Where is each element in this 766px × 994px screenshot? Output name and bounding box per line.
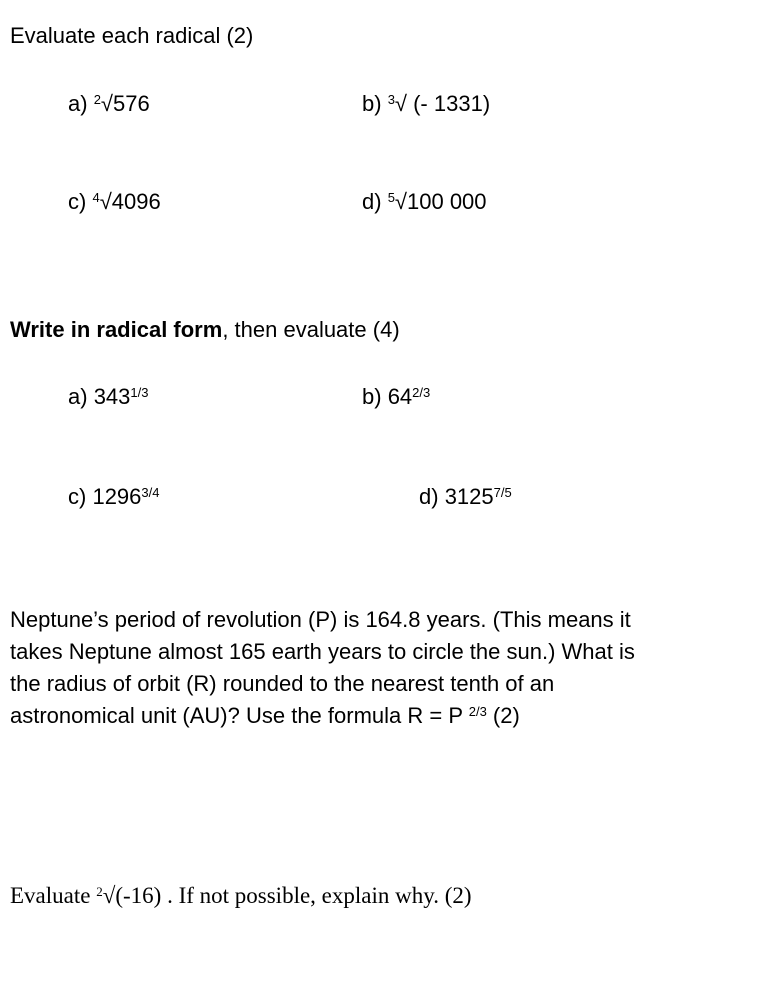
section2-heading-bold: Write in radical form xyxy=(10,317,223,342)
power-base: 3125 xyxy=(444,484,494,509)
power-exponent: 7/5 xyxy=(493,485,512,500)
question-2c xyxy=(68,481,159,513)
radical-index: 2 xyxy=(96,884,103,899)
power-base: 343 xyxy=(93,384,131,409)
radical-body: √(-16) . If not possible, explain why. (2) xyxy=(102,883,472,908)
radical-index: 5 xyxy=(387,190,395,205)
formula-exponent: 2/3 xyxy=(468,704,487,719)
item-label: b) xyxy=(362,384,388,409)
item-label: c) xyxy=(68,484,93,509)
neptune-word-problem xyxy=(10,604,635,732)
problem-line: takes Neptune almost 165 earth years to circle the sun.) What is xyxy=(10,639,635,664)
item-label: a) xyxy=(68,91,94,116)
section1-heading: Evaluate each radical (2) xyxy=(10,23,254,48)
radical-index: 2 xyxy=(93,92,101,107)
evaluate-negative-root-question xyxy=(10,880,472,912)
formula-suffix: (2) xyxy=(486,703,520,728)
radical-index: 4 xyxy=(92,190,100,205)
problem-line: the radius of orbit (R) rounded to the nearest tenth of an xyxy=(10,671,555,696)
item-label: d) xyxy=(362,189,388,214)
power-base: 64 xyxy=(387,384,413,409)
section2-heading xyxy=(10,314,400,346)
radical-body: √4096 xyxy=(99,189,161,214)
question-1b xyxy=(362,88,490,120)
power-exponent: 2/3 xyxy=(412,385,431,400)
power-base: 1296 xyxy=(92,484,142,509)
item-label: c) xyxy=(68,189,93,214)
question-2d xyxy=(419,481,512,513)
radical-body: √100 000 xyxy=(394,189,487,214)
problem-line: Neptune’s period of revolution (P) is 164.8 years. (This means it xyxy=(10,607,631,632)
radical-body: √576 xyxy=(100,91,150,116)
power-exponent: 3/4 xyxy=(141,485,160,500)
item-label: a) xyxy=(68,384,94,409)
question-1a xyxy=(68,88,150,120)
problem-line-formula xyxy=(10,700,635,732)
power-exponent: 1/3 xyxy=(130,385,149,400)
formula-prefix: astronomical unit (AU)? Use the formula R = P xyxy=(10,703,469,728)
item-label: b) xyxy=(362,91,388,116)
question-1d xyxy=(362,186,487,218)
radical-body: √ (- 1331) xyxy=(394,91,491,116)
item-label: d) xyxy=(419,484,445,509)
question-1c xyxy=(68,186,161,218)
section2-heading-rest: , then evaluate (4) xyxy=(222,317,400,342)
question-2b xyxy=(362,381,430,413)
question-prefix: Evaluate xyxy=(10,883,97,908)
question-2a xyxy=(68,381,148,413)
radical-index: 3 xyxy=(387,92,395,107)
